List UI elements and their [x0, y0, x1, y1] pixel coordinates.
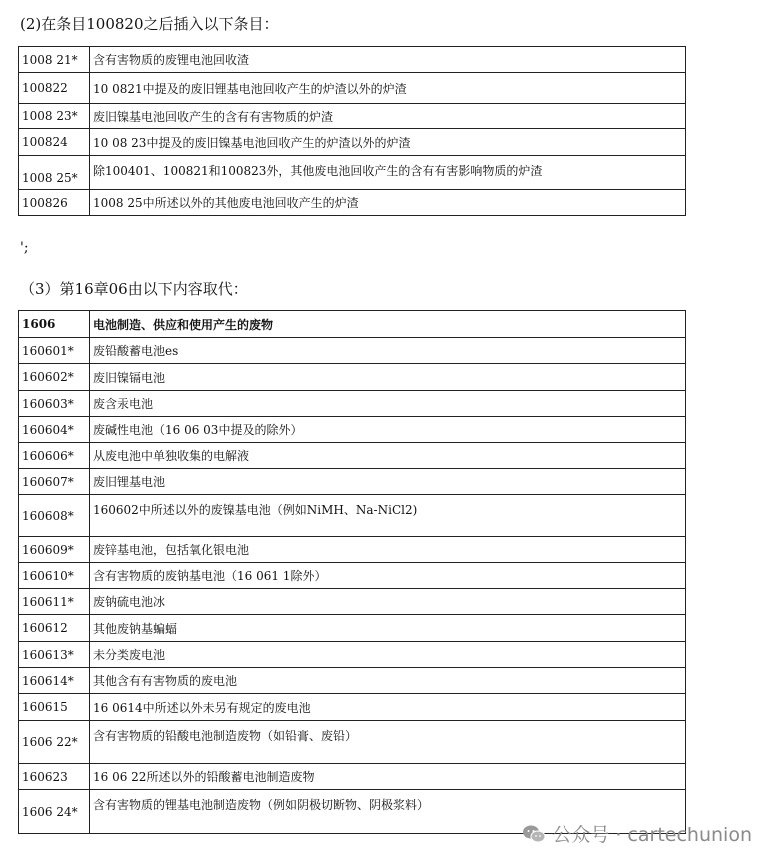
- code-cell: 160604*: [19, 417, 90, 443]
- code-cell: 1606 22*: [19, 721, 90, 764]
- desc-cell: 从废电池中单独收集的电解液: [90, 443, 686, 469]
- table-new-entries: [18, 46, 686, 216]
- code-cell: 1008 25*: [19, 156, 90, 190]
- desc-cell: 除100401、100821和100823外，其他废电池回收产生的含有有害影响物质的炉渣: [90, 156, 686, 190]
- table-row: [19, 469, 686, 495]
- closing-quote: ';: [20, 240, 29, 256]
- desc-cell: 废铅酸蓄电池es: [90, 338, 686, 364]
- code-cell: 160614*: [19, 668, 90, 694]
- desc-cell: 含有害物质的废钠基电池（16 061 1除外）: [90, 563, 686, 589]
- code-cell: 1606 24*: [19, 790, 90, 834]
- desc-cell: 废钠硫电池冰: [90, 589, 686, 615]
- desc-cell: 含有害物质的锂基电池制造废物（例如阴极切断物、阴极浆料）: [90, 790, 686, 834]
- table-row: [19, 563, 686, 589]
- desc-cell: 含有害物质的废锂电池回收渣: [90, 47, 686, 73]
- code-cell: 160611*: [19, 589, 90, 615]
- code-cell: 1008 21*: [19, 47, 90, 73]
- section-heading-3: （3）第16章06由以下内容取代：: [20, 280, 248, 298]
- table-row: [19, 495, 686, 537]
- desc-cell: 含有害物质的铅酸电池制造废物（如铅膏、废铅）: [90, 721, 686, 764]
- desc-cell: 废旧镍镉电池: [90, 364, 686, 391]
- code-cell: 100822: [19, 73, 90, 104]
- desc-cell: 废锌基电池，包括氧化银电池: [90, 537, 686, 563]
- desc-cell: 其他废钠基蝙蝠: [90, 615, 686, 642]
- table-row: [19, 73, 686, 104]
- desc-cell: 1008 25中所述以外的其他废电池回收产生的炉渣: [90, 190, 686, 216]
- table-row: [19, 129, 686, 156]
- table-row: [19, 47, 686, 73]
- table-row: [19, 338, 686, 364]
- table-row: [19, 668, 686, 694]
- section-heading-2: (2)在条目100820之后插入以下条目：: [20, 15, 279, 33]
- code-cell: 160602*: [19, 364, 90, 391]
- table-row: [19, 156, 686, 190]
- code-cell: 160608*: [19, 495, 90, 537]
- table-row: [19, 417, 686, 443]
- code-cell: 160623: [19, 764, 90, 790]
- code-cell: 160613*: [19, 642, 90, 668]
- desc-cell: 10 08 23中提及的废旧镍基电池回收产生的炉渣以外的炉渣: [90, 129, 686, 156]
- desc-cell: 废旧锂基电池: [90, 469, 686, 495]
- table-row: [19, 615, 686, 642]
- desc-cell: 160602中所述以外的废镍基电池（例如NiMH、Na-NiCl2): [90, 495, 686, 537]
- table-row: [19, 537, 686, 563]
- code-cell: 1008 23*: [19, 104, 90, 129]
- code-cell: 100826: [19, 190, 90, 216]
- table-row: [19, 721, 686, 764]
- code-cell: 160606*: [19, 443, 90, 469]
- desc-cell: 其他含有有害物质的废电池: [90, 668, 686, 694]
- desc-cell: 电池制造、供应和使用产生的废物: [90, 311, 686, 338]
- table-row: [19, 589, 686, 615]
- table-row: [19, 764, 686, 790]
- code-cell: 160609*: [19, 537, 90, 563]
- desc-cell: 废含汞电池: [90, 391, 686, 417]
- table-row: [19, 694, 686, 721]
- desc-cell: 10 0821中提及的废旧锂基电池回收产生的炉渣以外的炉渣: [90, 73, 686, 104]
- desc-cell: 废旧镍基电池回收产生的含有有害物质的炉渣: [90, 104, 686, 129]
- code-cell: 160601*: [19, 338, 90, 364]
- table-row: [19, 642, 686, 668]
- table-header-row: [19, 311, 686, 338]
- desc-cell: 16 0614中所述以外未另有规定的废电池: [90, 694, 686, 721]
- code-cell: 160612: [19, 615, 90, 642]
- table-row: [19, 391, 686, 417]
- table-row: [19, 190, 686, 216]
- wechat-icon: [522, 824, 546, 844]
- table-chapter-16-06: [18, 310, 686, 834]
- code-cell: 160610*: [19, 563, 90, 589]
- table-row: [19, 104, 686, 129]
- code-cell: 160603*: [19, 391, 90, 417]
- code-cell: 160615: [19, 694, 90, 721]
- code-cell: 100824: [19, 129, 90, 156]
- code-cell: 1606: [19, 311, 90, 338]
- watermark: [522, 820, 752, 847]
- desc-cell: 未分类废电池: [90, 642, 686, 668]
- table-row: [19, 443, 686, 469]
- watermark-text: 公众号 · cartechunion: [552, 824, 752, 846]
- desc-cell: 16 06 22所述以外的铅酸蓄电池制造废物: [90, 764, 686, 790]
- table-row: [19, 364, 686, 391]
- desc-cell: 废碱性电池（16 06 03中提及的除外）: [90, 417, 686, 443]
- code-cell: 160607*: [19, 469, 90, 495]
